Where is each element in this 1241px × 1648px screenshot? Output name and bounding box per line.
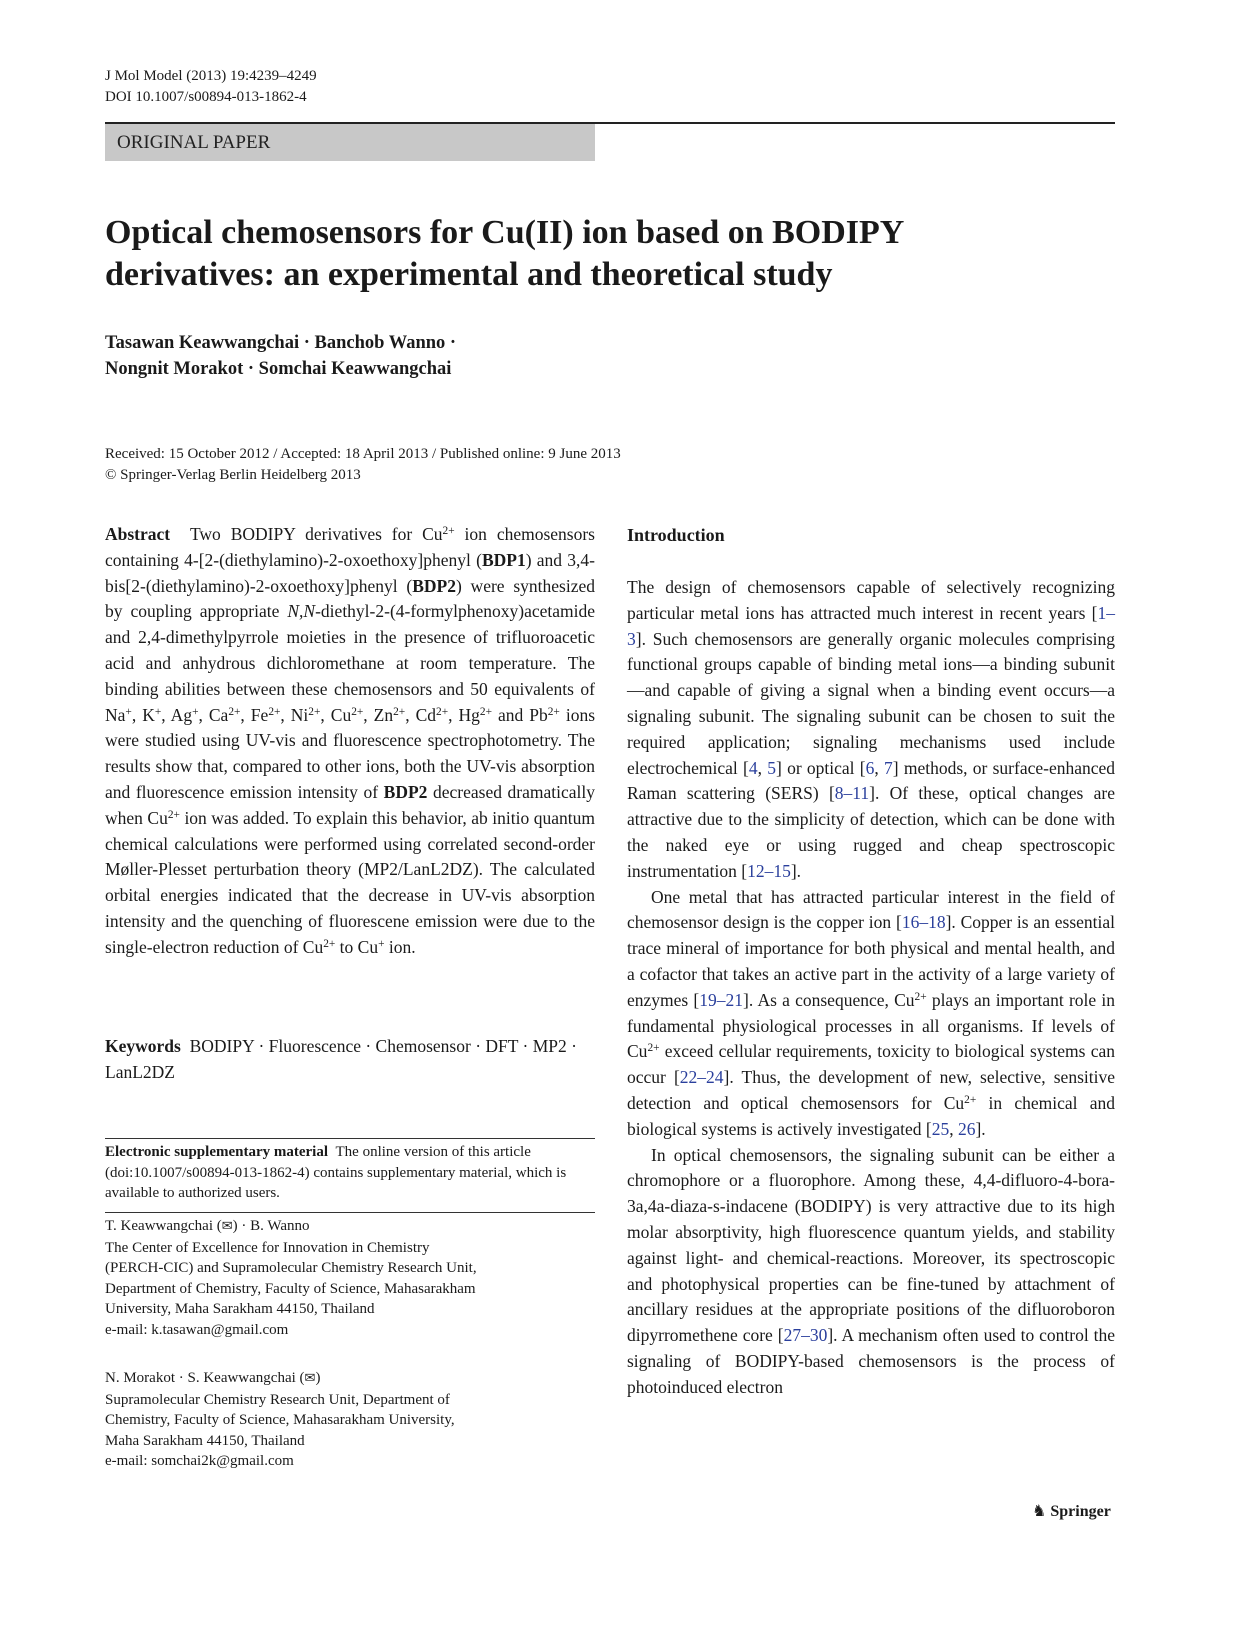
- citation-link[interactable]: 6: [865, 757, 875, 778]
- envelope-icon: ✉: [304, 1371, 316, 1386]
- affiliation-line: Maha Sarakham 44150, Thailand: [105, 1432, 305, 1449]
- publisher-name: Springer: [1050, 1503, 1111, 1520]
- affiliation-rule: [105, 1212, 595, 1213]
- citation-link[interactable]: 12–15: [747, 860, 791, 881]
- email-address[interactable]: e-mail: somchai2k@gmail.com: [105, 1453, 294, 1469]
- esm-label: Electronic supplementary material: [105, 1144, 329, 1160]
- affiliation-line: University, Maha Sarakham 44150, Thailand: [105, 1301, 375, 1317]
- citation-link[interactable]: 7: [884, 757, 893, 778]
- paper-title: [105, 212, 1105, 296]
- citation-link[interactable]: 4: [748, 757, 758, 778]
- keywords-label: Keywords: [105, 1036, 181, 1056]
- abstract: Abstract Two BODIPY derivatives for $Cu^{2+}$ ion chemosensors containing 4-[2-(diethylamino)-2-oxoethoxy]phenyl (BDP1) and 3,4-bis[2-(diethylamino)-2-oxoethoxy]phenyl (BDP2) were synthesized by coupling appropriate N,N-diethyl-2-(4-formylphenoxy)acetamide and 2,4-dimethylpyrrole moieties in the presence of trifluoroacetic acid and anhydrous dichloromethane at room temperature. The binding abilities between these chemosensors and 50 equivalents of Na+, K+, Ag+, $Ca^{2+}$, $Fe^{2+}$, $Ni^{2+}$, $Cu^{2+}$, $Zn^{2+}$, $Cd^{2+}$, $Hg^{2+}$ and $Pb^{2+}$ ions were studied using UV-vis and fluorescence spectrophotometry. The results show that, compared to other ions, both the UV-vis absorption and fluorescence emission intensity of BDP2 decreased dramatically when $Cu^{2+}$ ion was added. To explain this behavior, ab initio quantum chemical calculations were performed using correlated second-order Møller-Plesset perturbation theory (MP2/LanL2DZ). The calculated orbital energies indicated that the decrease in UV-vis absorption intensity and the quenching of fluorescene emission were due to the single-electron reduction of $Cu^{2+}$ to Cu+ ion.: [105, 524, 596, 957]
- citation-link[interactable]: 25: [931, 1118, 950, 1139]
- author-list: [105, 330, 456, 382]
- section-heading-introduction: Introduction: [627, 525, 725, 545]
- keywords-text: BODIPY · Fluorescence · Chemosensor · DFT · MP2 · LanL2DZ: [105, 1036, 577, 1082]
- publisher-logo: [1032, 1500, 1111, 1523]
- introduction-body: [627, 575, 1115, 1401]
- envelope-icon: ✉: [221, 1219, 233, 1234]
- citation-link[interactable]: 22–24: [679, 1067, 724, 1088]
- article-type-banner: ORIGINAL PAPER: [105, 124, 595, 161]
- citation-link[interactable]: 5: [767, 757, 776, 778]
- dates-line: Received: 15 October 2012 / Accepted: 18 April 2013 / Published online: 9 June 2013: [105, 446, 621, 462]
- copyright-line: © Springer-Verlag Berlin Heidelberg 2013: [105, 467, 361, 483]
- citation-link[interactable]: 8–11: [834, 783, 870, 804]
- affiliation-line: Department of Chemistry, Faculty of Science, Mahasarakham: [105, 1280, 476, 1297]
- affiliation-line: Chemistry, Faculty of Science, Mahasarakham University,: [105, 1412, 455, 1428]
- title-line-1: Optical chemosensors for Cu(II) ion based on BODIPY: [105, 214, 905, 251]
- affiliation-1-names: T. Keawwangchai (✉) · B. Wanno: [105, 1218, 310, 1234]
- supplementary-note: [105, 1142, 595, 1204]
- email-address[interactable]: e-mail: k.tasawan@gmail.com: [105, 1321, 289, 1338]
- journal-citation: [105, 66, 317, 108]
- intro-paragraph-1: The design of chemosensors capable of selectively recognizing particular metal ions has attracted much interest in recent years [1–3]. Such chemosensors are generally organic molecules comprising functional groups capable of binding metal ions—a binding subunit—and capable of giving a signal when a binding event occurs—a signaling subunit. The signaling subunit can be chosen to suit the required application; signaling mechanisms used include electrochemical [4, 5] or optical [6, 7] methods, or surface-enhanced Raman scattering (SERS) [8–11]. Of these, optical changes are attractive due to the simplicity of detection, which can be done with the naked eye or using rugged and cheap spectroscopic instrumentation [12–15].: [627, 577, 1116, 881]
- citation: J Mol Model (2013) 19:4239–4249: [105, 68, 317, 84]
- citation-link[interactable]: 19–21: [699, 989, 744, 1010]
- authors-line-1: Tasawan Keawwangchai · Banchob Wanno ·: [105, 333, 457, 353]
- publication-history: [105, 444, 621, 486]
- intro-paragraph-2: One metal that has attracted particular interest in the field of chemosensor design is the copper ion [16–18]. Copper is an essential trace mineral of importance for both physical and mental health, and a cofactor that takes an active part in the activity of a large variety of enzymes [19–21]. As a consequence, $Cu^{2+}$ plays an important role in fundamental physiological processes in all organisms. If levels of $Cu^{2+}$ exceed cellular requirements, toxicity to biological systems can occur [22–24]. Thus, the development of new, selective, sensitive detection and optical chemosensors for $Cu^{2+}$ in chemical and biological systems is actively investigated [25, 26].: [627, 886, 1115, 1139]
- authors-line-2: Nongnit Morakot · Somchai Keawwangchai: [105, 359, 452, 379]
- abstract-label: Abstract: [105, 524, 171, 544]
- doi: DOI 10.1007/s00894-013-1862-4: [105, 89, 307, 105]
- esm-rule: [105, 1138, 595, 1139]
- intro-paragraph-3: In optical chemosensors, the signaling subunit can be either a chromophore or a fluorophore. Among these, 4,4-difluoro-4-bora-3a,4a-diaza-s-indacene (BODIPY) is very attractive due to its high molar absorptivity, high fluorescence quantum yields, and stability against light- and chemical-reactions. Moreover, its spectroscopic and photophysical properties can be fine-tuned by attachment of ancillary residues at the appropriate positions of the difluoroboron dipyrromethene core [27–30]. A mechanism often used to control the signaling of BODIPY-based chemosensors is the process of photoinduced electron: [627, 1144, 1116, 1397]
- affiliation-line: The Center of Excellence for Innovation in Chemistry: [105, 1239, 430, 1256]
- esm-text: The online version of this article (doi:10.1007/s00894-013-1862-4) contains supplementary material, which is available to authorized users.: [105, 1144, 567, 1201]
- springer-horse-icon: ♞: [1032, 1501, 1047, 1520]
- affiliation-2-names: N. Morakot · S. Keawwangchai (✉): [105, 1370, 321, 1386]
- citation-link[interactable]: 26: [957, 1118, 976, 1139]
- citation-link[interactable]: 27–30: [783, 1325, 828, 1346]
- citation-link[interactable]: 16–18: [901, 912, 946, 933]
- title-line-2: derivatives: an experimental and theoretical study: [105, 256, 833, 293]
- affiliation-line: (PERCH-CIC) and Supramolecular Chemistry Research Unit,: [105, 1260, 477, 1276]
- affiliation-2: [105, 1368, 595, 1472]
- citation-link[interactable]: 1–3: [627, 602, 1115, 649]
- affiliation-line: Supramolecular Chemistry Research Unit, Department of: [105, 1391, 450, 1408]
- keywords: [105, 1034, 595, 1086]
- affiliation-1: [105, 1216, 595, 1340]
